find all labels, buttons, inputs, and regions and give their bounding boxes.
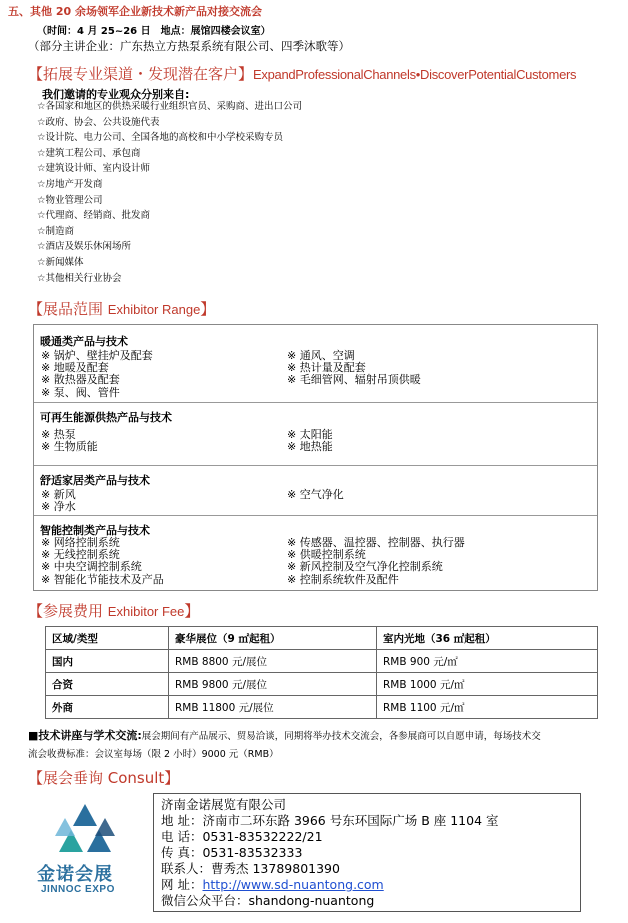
category-item: ※ 中央空调控制系统 (41, 560, 142, 574)
website-line (161, 877, 384, 893)
channels-title-cn: 【拓展专业渠道・发现潜在客户】 (28, 65, 254, 83)
contact-person-line: 联系人：曹秀杰 13789801390 (161, 861, 340, 876)
audience-item: ☆各国家和地区的供热采暖行业组织官员、采购商、进出口公司 (37, 101, 303, 112)
category-item: ※ 智能化节能技术及产品 (41, 572, 164, 586)
fee-cell: 外商 (46, 696, 169, 719)
logo-text-cn: 金诺会展 (37, 864, 113, 885)
range-title-end: 】 (200, 300, 216, 318)
section-title: 五、其他 20 余场领军企业新技术新产品对接交流会 (8, 5, 262, 18)
seminar-line-2: 流会收费标准：会议室每场（限 2 小时）9000 元（RMB） (28, 749, 279, 760)
fee-cell: RMB 11800 元/展位 (169, 696, 377, 719)
audience-intro: 我们邀请的专业观众分别来自: (42, 88, 190, 101)
category-item: ※ 新风 (41, 488, 76, 501)
audience-item: ☆新闻媒体 (37, 257, 84, 268)
range-title-cn: 【展品范围 (28, 300, 104, 318)
website-link[interactable]: http://www.sd-nuantong.com (202, 877, 384, 892)
category-item: ※ 地暖及配套 (41, 361, 109, 375)
seminar-text-1: 展会期间有产品展示、贸易洽谈，同期将举办技术交流会，各参展商可以自愿申请，每场技术交 (141, 731, 541, 742)
fee-header-cell: 豪华展位（9 ㎡起租） (169, 627, 377, 650)
fee-cell: RMB 9800 元/展位 (169, 673, 377, 696)
fee-title-cn: 【参展费用 (28, 602, 104, 620)
audience-item: ☆房地产开发商 (37, 179, 103, 190)
audience-item: ☆酒店及娱乐休闲场所 (37, 241, 132, 253)
category-item: ※ 泵、阀、管件 (41, 385, 120, 399)
category-item: ※ 热计量及配套 (287, 361, 366, 375)
range-title-en: Exhibitor Range (107, 302, 201, 317)
contact-box (153, 793, 581, 912)
fee-table (45, 626, 598, 719)
category-item: ※ 新风控制及空气净化控制系统 (287, 560, 443, 574)
category-item: ※ 散热器及配套 (41, 373, 120, 387)
category-item: ※ 净水 (41, 500, 76, 514)
fax-line: 传 真：0531-83532333 (161, 845, 303, 860)
fee-cell: 合资 (46, 673, 169, 696)
category-divider (34, 465, 597, 466)
category-item: ※ 热泵 (41, 428, 76, 441)
fee-header-cell: 区域/类型 (46, 627, 169, 650)
category-item: ※ 毛细管网、辐射吊顶供暖 (287, 373, 421, 387)
fee-header-row (46, 627, 598, 650)
category-item: ※ 无线控制系统 (41, 548, 120, 562)
channels-title-en: ExpandProfessionalChannels•DiscoverPotentialCustomers (253, 67, 577, 82)
category-heading: 可再生能源供热产品与技术 (40, 411, 172, 424)
fee-cell: 国内 (46, 650, 169, 673)
fee-heading (28, 600, 199, 621)
sponsors-line: （部分主讲企业：广东热立方热泵系统有限公司、四季沐歌等） (28, 39, 350, 53)
category-item: ※ 传感器、温控器、控制器、执行器 (287, 536, 465, 549)
category-item: ※ 供暖控制系统 (287, 548, 366, 562)
category-item: ※ 太阳能 (287, 428, 333, 441)
table-row (46, 650, 598, 673)
fee-cell: RMB 900 元/㎡ (377, 650, 598, 673)
category-item: ※ 控制系统软件及配件 (287, 572, 399, 586)
audience-item: ☆制造商 (37, 225, 75, 237)
audience-item: ☆代理商、经销商、批发商 (37, 210, 151, 222)
category-heading: 暖通类产品与技术 (40, 335, 128, 348)
fee-cell: RMB 1000 元/㎡ (377, 673, 598, 696)
category-divider (34, 515, 597, 516)
category-heading: 智能控制类产品与技术 (40, 524, 150, 537)
category-item: ※ 地热能 (287, 440, 333, 454)
audience-item: ☆其他相关行业协会 (37, 272, 122, 284)
category-divider (34, 402, 597, 403)
fee-header-cell: 室内光地（36 ㎡起租） (377, 627, 598, 650)
category-item: ※ 通风、空调 (287, 349, 355, 362)
seminar-line-1 (28, 727, 541, 743)
website-label: 网 址： (161, 877, 203, 892)
company-name: 济南金诺展览有限公司 (161, 797, 287, 812)
fee-cell: RMB 1100 元/㎡ (377, 696, 598, 719)
logo-mark-icon (35, 800, 135, 862)
category-item: ※ 生物质能 (41, 440, 98, 454)
table-row (46, 673, 598, 696)
audience-item: ☆政府、协会、公共设施代表 (37, 116, 160, 128)
audience-item: ☆设计院、电力公司、全国各地的高校和中小学校采购专员 (37, 132, 284, 144)
category-item: ※ 网络控制系统 (41, 536, 120, 549)
exhibitor-range-box (33, 324, 598, 591)
time-location: （时间：4 月 25~26 日 地点：展馆四楼会议室） (37, 26, 271, 37)
seminar-label: ■技术讲座与学术交流: (28, 729, 142, 742)
channels-heading (28, 63, 576, 84)
table-row (46, 696, 598, 719)
category-item: ※ 空气净化 (287, 488, 344, 501)
range-heading (28, 298, 215, 319)
fee-title-end: 】 (184, 602, 200, 620)
audience-item: ☆物业管理公司 (37, 194, 103, 206)
audience-item: ☆建筑设计师、室内设计师 (37, 163, 151, 175)
category-heading: 舒适家居类产品与技术 (40, 474, 150, 487)
wechat-line: 微信公众平台：shandong-nuantong (161, 893, 375, 908)
fee-title-en: Exhibitor Fee (107, 604, 185, 619)
category-item: ※ 锅炉、壁挂炉及配套 (41, 349, 153, 362)
company-logo (35, 800, 135, 910)
fee-cell: RMB 8800 元/展位 (169, 650, 377, 673)
audience-item: ☆建筑工程公司、承包商 (37, 147, 141, 159)
address-line: 地 址：济南市二环东路 3966 号东环国际广场 B 座 1104 室 (161, 813, 499, 828)
consult-heading: 【展会垂询 Consult】 (28, 769, 180, 787)
phone-line: 电 话：0531-83532222/21 (161, 829, 323, 844)
logo-text-en: JINNOC EXPO (41, 884, 115, 895)
